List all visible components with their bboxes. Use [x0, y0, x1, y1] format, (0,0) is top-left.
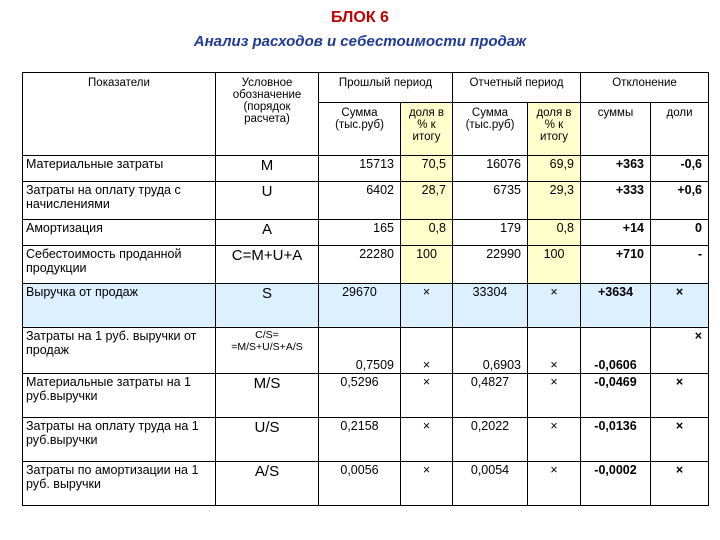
row-label: Затраты на оплату труда с начислениями: [23, 182, 216, 220]
header-prev-share: доля в % к итогу: [401, 103, 453, 156]
header-dev-sums: суммы: [581, 103, 651, 156]
header-dev-shares: доли: [651, 103, 709, 156]
header-prev-period: Прошлый период: [319, 73, 453, 103]
block-subtitle: Анализ расходов и себестоимости продаж: [193, 33, 527, 50]
dev-sum: +363: [581, 156, 651, 182]
dev-sum: -0,0002: [581, 462, 651, 506]
table-row: [23, 374, 709, 418]
dev-sum: +14: [581, 220, 651, 246]
row-label: Материальные затраты на 1 руб.выручки: [23, 374, 216, 418]
dev-share: ×: [651, 418, 709, 462]
prev-sum: 0,7509: [319, 328, 401, 374]
row-label: Затраты на оплату труда на 1 руб.выручки: [23, 418, 216, 462]
dev-sum: +333: [581, 182, 651, 220]
curr-share: 0,8: [528, 220, 581, 246]
dev-share: ×: [651, 284, 709, 328]
curr-share: ×: [528, 328, 581, 374]
prev-sum: 15713: [319, 156, 401, 182]
curr-share: ×: [528, 284, 581, 328]
curr-sum: 0,4827: [453, 374, 528, 418]
curr-share: 69,9: [528, 156, 581, 182]
row-symbol: U: [216, 182, 319, 220]
curr-share: 29,3: [528, 182, 581, 220]
prev-sum: 29670: [319, 284, 401, 328]
row-label: Себестоимость проданной продукции: [23, 246, 216, 284]
prev-share: ×: [401, 418, 453, 462]
row-label: Выручка от продаж: [23, 284, 216, 328]
prev-sum: 165: [319, 220, 401, 246]
dev-share: +0,6: [651, 182, 709, 220]
prev-share: 0,8: [401, 220, 453, 246]
cost-analysis-table: [22, 72, 709, 506]
row-symbol: C=M+U+A: [216, 246, 319, 284]
prev-sum: 0,5296: [319, 374, 401, 418]
curr-sum: 0,2022: [453, 418, 528, 462]
dev-share: -0,6: [651, 156, 709, 182]
table-row: [23, 156, 709, 182]
dev-sum: -0,0469: [581, 374, 651, 418]
header-curr-period: Отчетный период: [453, 73, 581, 103]
header-curr-share: доля в % к итогу: [528, 103, 581, 156]
header-indicators: Показатели: [23, 73, 216, 156]
prev-share: ×: [401, 374, 453, 418]
dev-share: ×: [651, 374, 709, 418]
dev-share: ×: [651, 462, 709, 506]
table-row: [23, 246, 709, 284]
header-prev-sum: Сумма (тыс.руб): [319, 103, 401, 156]
curr-sum: 33304: [453, 284, 528, 328]
block-title: БЛОК 6: [331, 9, 389, 26]
row-symbol: A: [216, 220, 319, 246]
prev-share: ×: [401, 328, 453, 374]
prev-share: 100: [401, 246, 453, 284]
dev-share: 0: [651, 220, 709, 246]
row-symbol: C/S= =M/S+U/S+A/S: [216, 328, 319, 374]
prev-sum: 0,0056: [319, 462, 401, 506]
prev-share: ×: [401, 462, 453, 506]
row-symbol: M: [216, 156, 319, 182]
prev-share: 28,7: [401, 182, 453, 220]
prev-sum: 6402: [319, 182, 401, 220]
prev-sum: 22280: [319, 246, 401, 284]
curr-share: ×: [528, 374, 581, 418]
dev-share: ×: [651, 328, 709, 374]
row-symbol: A/S: [216, 462, 319, 506]
curr-sum: 22990: [453, 246, 528, 284]
dev-sum: -0,0136: [581, 418, 651, 462]
table-row: [23, 418, 709, 462]
curr-share: ×: [528, 418, 581, 462]
row-label: Амортизация: [23, 220, 216, 246]
dev-sum: -0,0606: [581, 328, 651, 374]
curr-sum: 0,0054: [453, 462, 528, 506]
curr-sum: 16076: [453, 156, 528, 182]
header-curr-sum: Сумма (тыс.руб): [453, 103, 528, 156]
curr-sum: 0,6903: [453, 328, 528, 374]
row-symbol: U/S: [216, 418, 319, 462]
dev-sum: +710: [581, 246, 651, 284]
table-row: [23, 220, 709, 246]
table-row: [23, 182, 709, 220]
row-label: Затраты на 1 руб. выручки от продаж: [23, 328, 216, 374]
header-deviation: Отклонение: [581, 73, 709, 103]
row-label: Затраты по амортизации на 1 руб. выручки: [23, 462, 216, 506]
table-row: [23, 328, 709, 374]
table-row: [23, 462, 709, 506]
prev-sum: 0,2158: [319, 418, 401, 462]
dev-share: -: [651, 246, 709, 284]
row-symbol: M/S: [216, 374, 319, 418]
dev-sum: +3634: [581, 284, 651, 328]
curr-sum: 6735: [453, 182, 528, 220]
curr-share: ×: [528, 462, 581, 506]
prev-share: 70,5: [401, 156, 453, 182]
header-designation: Условное обозначение (порядок расчета): [216, 73, 319, 156]
curr-sum: 179: [453, 220, 528, 246]
row-label: Материальные затраты: [23, 156, 216, 182]
curr-share: 100: [528, 246, 581, 284]
table-row: [23, 284, 709, 328]
row-symbol: S: [216, 284, 319, 328]
prev-share: ×: [401, 284, 453, 328]
